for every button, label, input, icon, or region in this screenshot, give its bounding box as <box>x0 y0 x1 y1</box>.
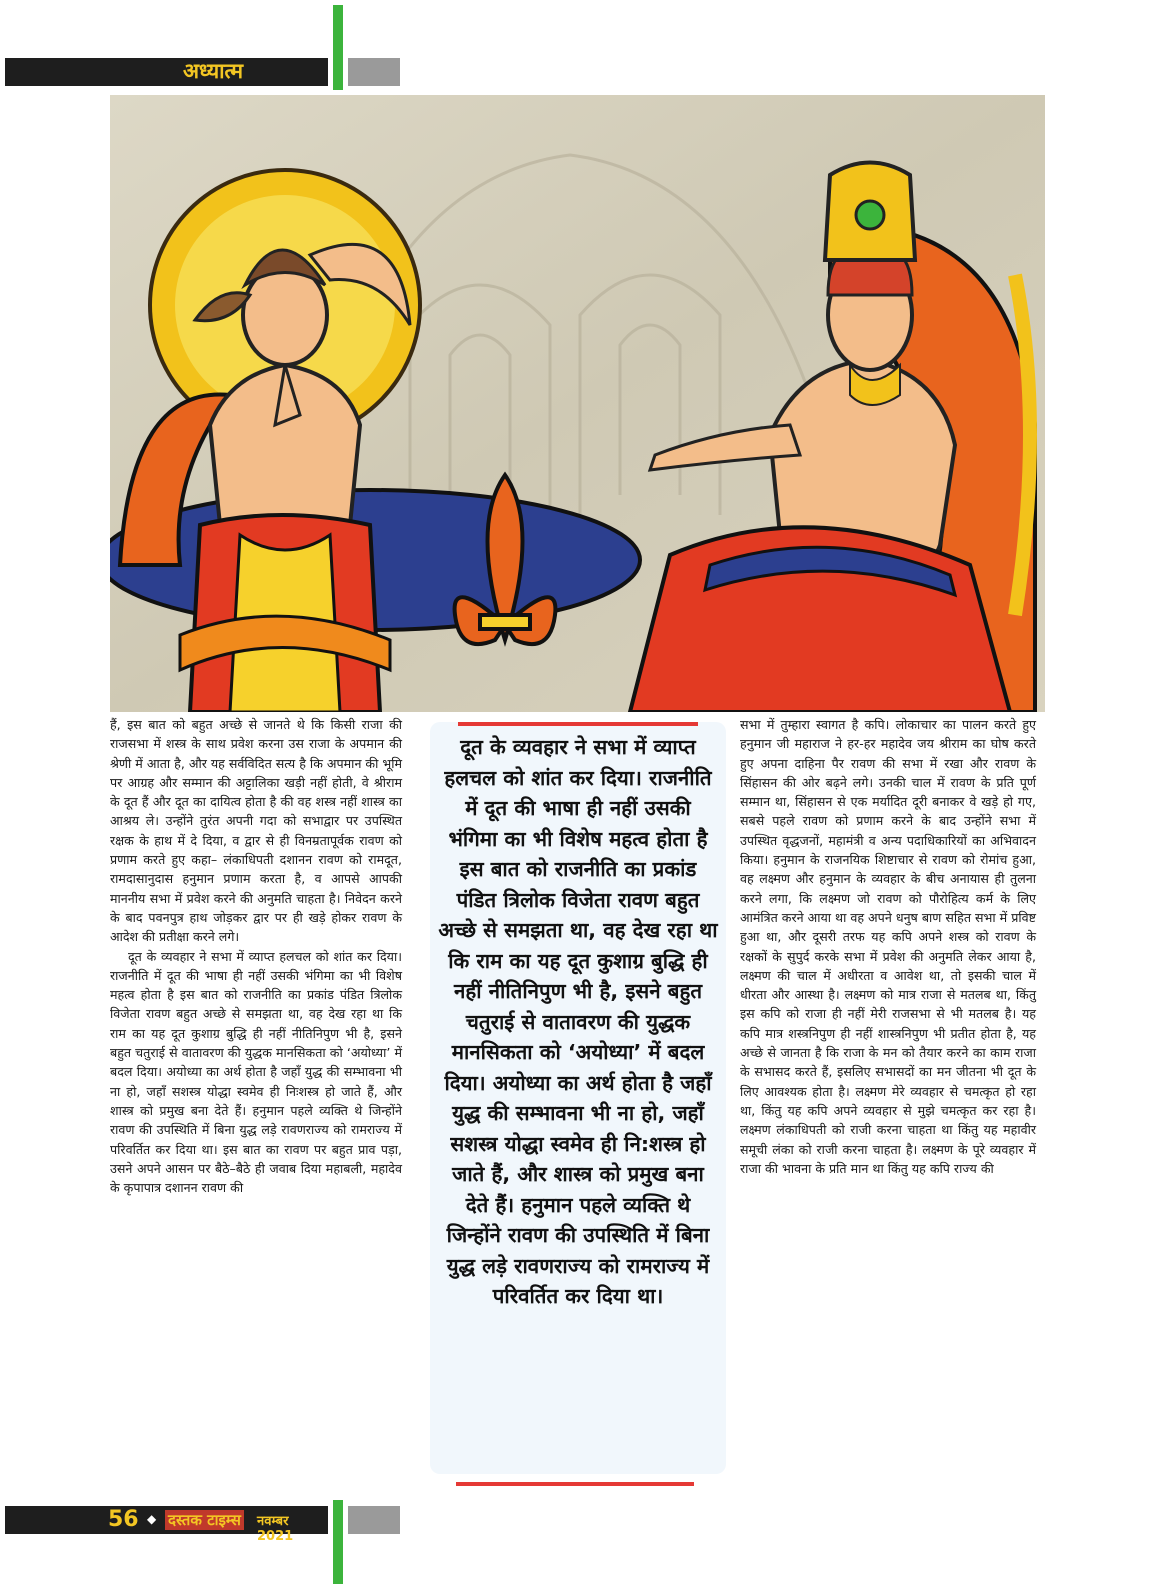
bottom-green-rule <box>333 1500 343 1584</box>
article-column-1 <box>110 715 402 1197</box>
footer-bullet-icon: ◆ <box>147 1512 157 1526</box>
pull-quote-bottom-rule <box>456 1482 694 1486</box>
footer-grey-block <box>348 1506 400 1534</box>
pull-quote-box <box>430 722 726 1474</box>
col1-paragraph-1: हैं, इस बात को बहुत अच्छे से जानते थे कि किसी राजा की राजसभा में शस्त्र के साथ प्रवेश करना उस राजा के अपमान की श्रेणी में आता है, और यह सर्वविदित सत्य है कि अपमान की भूमि पर आग्रह और सम्मान की अट्टालिका खड़ी नहीं होती, वे श्रीराम के दूत हैं और दूत का दायित्व होता है की वह शस्त्र नहीं शास्त्र का आश्रय ले। उन्होंने तुरंत अपनी गदा को सभाद्वार पर उपस्थित रक्षक के हाथ में दे दिया, व द्वार से ही विनम्रतापूर्वक रावण को प्रणाम करते हुए कहा– लंकाधिपती दशानन रावण को रामदूत, रामदासानुदास हनुमान प्रणाम करता है, व आपसे आपकी माननीय सभा में प्रवेश करने की अनुमति चाहता है। निवेदन करने के बाद पवनपुत्र हाथ जोड़कर द्वार पर ही खड़े होकर रावण के आदेश की प्रतीक्षा करने लगे। <box>110 717 403 945</box>
section-header-bar <box>5 58 328 86</box>
footer-bar <box>5 1506 328 1544</box>
page-number: 56 <box>108 1507 139 1532</box>
pull-quote-text: दूत के व्यवहार ने सभा में व्याप्त हलचल को शांत कर दिया। राजनीति में दूत की भाषा ही नहीं उसकी भंगिमा का भी विशेष महत्व होता है इस बात को राजनीति का प्रकांड पंडित त्रिलोक विजेता रावण बहुत अच्छे से समझता था, वह देख रहा था कि राम का यह दूत कुशाग्र बुद्धि ही नहीं नीतिनिपुण भी है, इसने बहुत चतुराई से वातावरण की युद्धक मानसिकता को ‘अयोध्या’ में बदल दिया। अयोध्या का अर्थ होता है जहाँ युद्ध की सम्भावना भी ना हो, जहाँ सशस्त्र योद्धा स्वमेव ही नि:शस्त्र हो जाते हैं, और शास्त्र को प्रमुख बना देते हैं। हनुमान पहले व्यक्ति थे जिन्होंने रावण की उपस्थिति में बिना युद्ध लड़े रावणराज्य को रामराज्य में परिवर्तित कर दिया था। <box>438 735 718 1308</box>
col3-paragraph-1: सभा में तुम्हारा स्वागत है कपि। लोकाचार का पालन करते हुए हनुमान जी महाराज ने हर-हर महादेव जय श्रीराम का घोष करते हुए अपना दाहिना पैर रावण की सभा में रखा और रावण के सिंहासन की ओर बढ़ने लगे। उनकी चाल में रावण के प्रति पूर्ण सम्मान था, सिंहासन से एक मर्यादित दूरी बनाकर वे खड़े हो गए, सबसे पहले रावण को प्रणाम करने के बाद उन्होंने सभा में उपस्थित वृद्धजनों, महामंत्री व अन्य पदाधिकारियों का अभिवादन किया। हनुमान के राजनयिक शिष्टाचार से रावण को रोमांच हुआ, वह लक्ष्मण और हनुमान के व्यवहार के बीच अनायास ही तुलना करने लगा, कि लक्ष्मण जो रावण को पौरोहित्य कर्म के लिए आमंत्रित करने आया था वह अपने धनुष बाण सहित सभा में प्रविष्ट हुआ था, और दूसरी तरफ यह कपि अपने शस्त्र को रावण के रक्षकों के सुपुर्द करके सभा में प्रवेश की अनुमति लेकर आया है, लक्ष्मण की चाल में अधीरता व आवेश था, तो इसकी चाल में धीरता और आस्था है। लक्ष्मण को मात्र राजा से मतलब था, किंतु इस कपि को राजा ही नहीं मेरी राजसभा से भी मतलब है। यह कपि मात्र शस्त्रनिपुण ही नहीं शास्त्रनिपुण भी प्रतीत होता है, यह अच्छे से जानता है कि राजा के मन को तैयार करने का काम राजा के सभासद करते हैं, इसलिए सभासदों का मन जीतना भी दूत के लिए आवश्यक होता है। लक्ष्मण मेरे व्यवहार से चमत्कृत हो रहा था, किंतु यह कपि अपने व्यवहार से मुझे चमत्कृत कर रहा है। लक्ष्मण लंकाधिपती को राजी करना चाहता था किंतु यह महावीर समूची लंका को राजी करना चाहता है। लक्ष्मण के पूरे व्यवहार में राजा की भावना के प्रति मान था किंतु यह कपि राज्य की <box>740 717 1036 1176</box>
section-label: अध्यात्म <box>183 59 244 83</box>
col1-paragraph-2: दूत के व्यवहार ने सभा में व्याप्त हलचल को शांत कर दिया। राजनीति में दूत की भाषा ही नहीं उसकी भंगिमा का भी विशेष महत्व होता है इस बात को राजनीति का प्रकांड पंडित त्रिलोक विजेता रावण बहुत अच्छे से समझता था, वह देख रहा था कि राम का यह दूत कुशाग्र बुद्धि ही नहीं नीतिनिपुण भी है, इसने बहुत चतुराई से वातावरण की युद्धक मानसिकता को ‘अयोध्या’ में बदल दिया। अयोध्या का अर्थ होता है जहाँ युद्ध की सम्भावना भी ना हो, जहाँ सशस्त्र योद्धा स्वमेव ही निःशस्त्र हो जाते हैं, और शास्त्र को प्रमुख बना देते हैं। हनुमान पहले व्यक्ति थे जिन्होंने रावण की उपस्थिति में बिना युद्ध लड़े रावणराज्य को रामराज्य में परिवर्तित कर दिया था। इस बात का रावण पर बहुत प्राव पड़ा, उसने अपने आसन पर बैठे–बैठे ही जवाब दिया महाबली, महादेव के कृपापात्र दशानन रावण की <box>110 948 402 1196</box>
header-grey-block <box>348 58 400 86</box>
magazine-name: दस्तक टाइम्स <box>165 1510 244 1530</box>
issue-date: नवम्बर 2021 <box>257 1514 294 1544</box>
article-column-3 <box>740 715 1036 1178</box>
hanuman-ravana-illustration <box>110 95 1045 712</box>
top-green-rule <box>333 5 343 90</box>
